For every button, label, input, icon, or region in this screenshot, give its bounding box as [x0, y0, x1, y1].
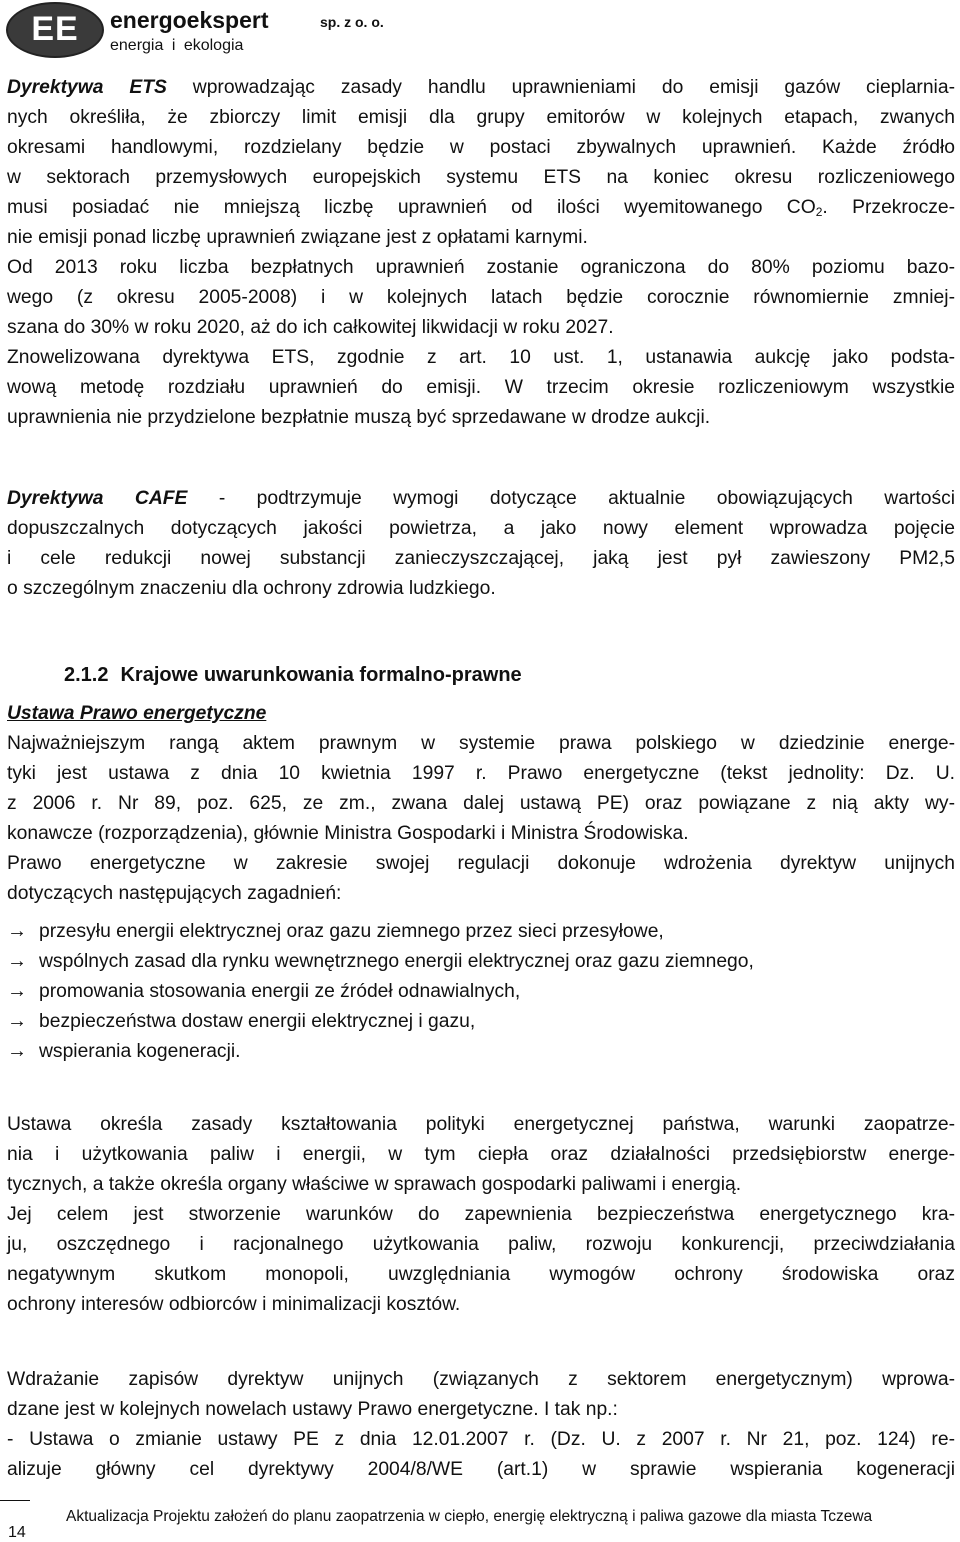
text-line: dzane jest w kolejnych nowelach ustawy Prawo energetyczne. I tak np.: [7, 1399, 618, 1420]
list-item [7, 946, 955, 976]
text-line: - Ustawa o zmianie ustawy PE z dnia 12.01.2007 r. (Dz. U. z 2007 r. Nr 21, poz. 124) re- [7, 1429, 955, 1450]
text-line: ochrony interesów odbiorców i minimalizacji kosztów. [7, 1294, 461, 1315]
paragraph-policy [7, 1110, 955, 1320]
text-line: wową metodę rozdziału uprawnień do emisji. W trzecim okresie rozliczeniowym wszystkie [7, 377, 955, 398]
paragraph-implementation [7, 1365, 955, 1485]
subscript: 2 [815, 205, 823, 219]
subsection-title: Ustawa Prawo energetyczne [7, 703, 267, 724]
text-line: okresami handlowymi, rozdzielany będzie w postaci zbywalnych uprawnień. Każde źródło [7, 137, 955, 158]
company-tagline: energia i ekologia [110, 37, 244, 54]
company-logo [6, 2, 104, 58]
paragraph-cafe [7, 484, 955, 604]
section-number: 2.1.2 [64, 664, 109, 686]
footer-title: Aktualizacja Projektu założeń do planu zaopatrzenia w ciepło, energię elektryczną i paliwa gazowe dla miasta Tczewa [66, 1508, 873, 1525]
line-text: . Przekrocze- [822, 197, 955, 218]
section-title: Krajowe uwarunkowania formalno-prawne [120, 664, 522, 686]
list-item [7, 916, 955, 946]
text-line: o szczególnym znaczeniu dla ochrony zdrowia ludzkiego. [7, 578, 496, 599]
directive-label: Dyrektywa ETS [7, 77, 167, 98]
list-item [7, 1006, 955, 1036]
text-line [7, 484, 955, 514]
list-item [7, 976, 955, 1006]
line-text: - podtrzymuje wymogi dotyczące aktualnie obowiązujących wartości [187, 488, 956, 509]
text-line: nia i użytkowania paliw i energii, w tym ciepła oraz działalności przedsiębiorstw energe- [7, 1144, 955, 1165]
list-item-text: bezpieczeństwa dostaw energii elektrycznej i gazu, [39, 1011, 476, 1032]
text-line: Wdrażanie zapisów dyrektyw unijnych (związanych z sektorem energetycznym) wprowa- [7, 1369, 955, 1390]
bullet-list [7, 916, 955, 1066]
text-line: wego (z okresu 2005-2008) i w kolejnych latach będzie corocznie równomiernie zmniej- [7, 287, 955, 308]
logo-letters: EE [31, 10, 79, 48]
arrow-icon: → [7, 980, 27, 1002]
line-text: wprowadzając zasady handlu uprawnieniami do emisji gazów cieplarnia- [166, 77, 955, 98]
company-name: energoekspert [110, 7, 269, 33]
text-line: Ustawa określa zasady kształtowania polityki energetycznej państwa, warunki zaopatrze- [7, 1114, 955, 1135]
paragraph-ets [7, 73, 955, 433]
text-line [7, 73, 955, 103]
text-line: tyki jest ustawa z dnia 10 kwietnia 1997 r. Prawo energetyczne (tekst jednolity: Dz. U. [7, 763, 955, 784]
arrow-icon: → [7, 1040, 27, 1062]
text-line: w sektorach przemysłowych europejskich systemu ETS na koniec okresu rozliczeniowego [7, 167, 955, 188]
text-line: dopuszczalnych dotyczących jakości powietrza, a jako nowy element wprowadza pojęcie [7, 518, 955, 539]
text-line: Najważniejszym rangą aktem prawnym w systemie prawa polskiego w dziedzinie energe- [7, 733, 955, 754]
text-line: uprawnienia nie przydzielone bezpłatnie muszą być sprzedawane w drodze aukcji. [7, 407, 711, 428]
list-item [7, 1036, 955, 1066]
arrow-icon: → [7, 1010, 27, 1032]
text-line: konawcze (rozporządzenia), głównie Ministra Gospodarki i Ministra Środowiska. [7, 823, 689, 844]
text-line: tycznych, a także określa organy właściwe w sprawach gospodarki paliwami i energią. [7, 1174, 742, 1195]
section-heading [64, 660, 522, 690]
text-line: szana do 30% w roku 2020, aż do ich całkowitej likwidacji w roku 2027. [7, 317, 614, 338]
text-line: Znowelizowana dyrektywa ETS, zgodnie z art. 10 ust. 1, ustanawia aukcję jako podsta- [7, 347, 955, 368]
line-text: musi posiadać nie mniejszą liczbę uprawnień od ilości wyemitowanego CO [7, 197, 816, 218]
text-line: z 2006 r. Nr 89, poz. 625, ze zm., zwana dalej ustawą PE) oraz powiązane z nią akty wy- [7, 793, 955, 814]
text-line: Jej celem jest stworzenie warunków do zapewnienia bezpieczeństwa energetycznego kra- [7, 1204, 955, 1225]
text-line [7, 193, 955, 223]
text-line: ju, oszczędnego i racjonalnego użytkowania paliw, rozwoju konkurencji, przeciwdziałania [7, 1234, 955, 1255]
paragraph-law [7, 699, 955, 909]
list-item-text: wspólnych zasad dla rynku wewnętrznego energii elektrycznej oraz gazu ziemnego, [39, 951, 754, 972]
page-number: 14 [8, 1524, 26, 1541]
text-line: Prawo energetyczne w zakresie swojej regulacji dokonuje wdrożenia dyrektyw unijnych [7, 853, 955, 874]
arrow-icon: → [7, 950, 27, 972]
text-line: nie emisji ponad liczbę uprawnień związane jest z opłatami karnymi. [7, 227, 588, 248]
text-line: negatywnym skutkom monopoli, uwzględniania wymogów ochrony środowiska oraz [7, 1264, 955, 1285]
text-line: nych określiła, że zbiorczy limit emisji dla grupy emitorów w kolejnych etapach, zwanych [7, 107, 955, 128]
list-item-text: promowania stosowania energii ze źródeł odnawialnych, [39, 981, 521, 1002]
arrow-icon: → [7, 920, 27, 942]
company-suffix: sp. z o. o. [320, 14, 384, 30]
footer-divider [0, 1500, 30, 1501]
text-line: i cele redukcji nowej substancji zanieczyszczającej, jaką jest pył zawieszony PM2,5 [7, 548, 955, 569]
list-item-text: przesyłu energii elektrycznej oraz gazu ziemnego przez sieci przesyłowe, [39, 921, 664, 942]
page-header [0, 0, 960, 66]
text-line: dotyczących następujących zagadnień: [7, 883, 342, 904]
text-line: Od 2013 roku liczba bezpłatnych uprawnień zostanie ograniczona do 80% poziomu bazo- [7, 257, 955, 278]
text-line: alizuje główny cel dyrektywy 2004/8/WE (art.1) w sprawie wspierania kogeneracji [7, 1459, 955, 1480]
list-item-text: wspierania kogeneracji. [39, 1041, 241, 1062]
directive-label: Dyrektywa CAFE [7, 488, 188, 509]
